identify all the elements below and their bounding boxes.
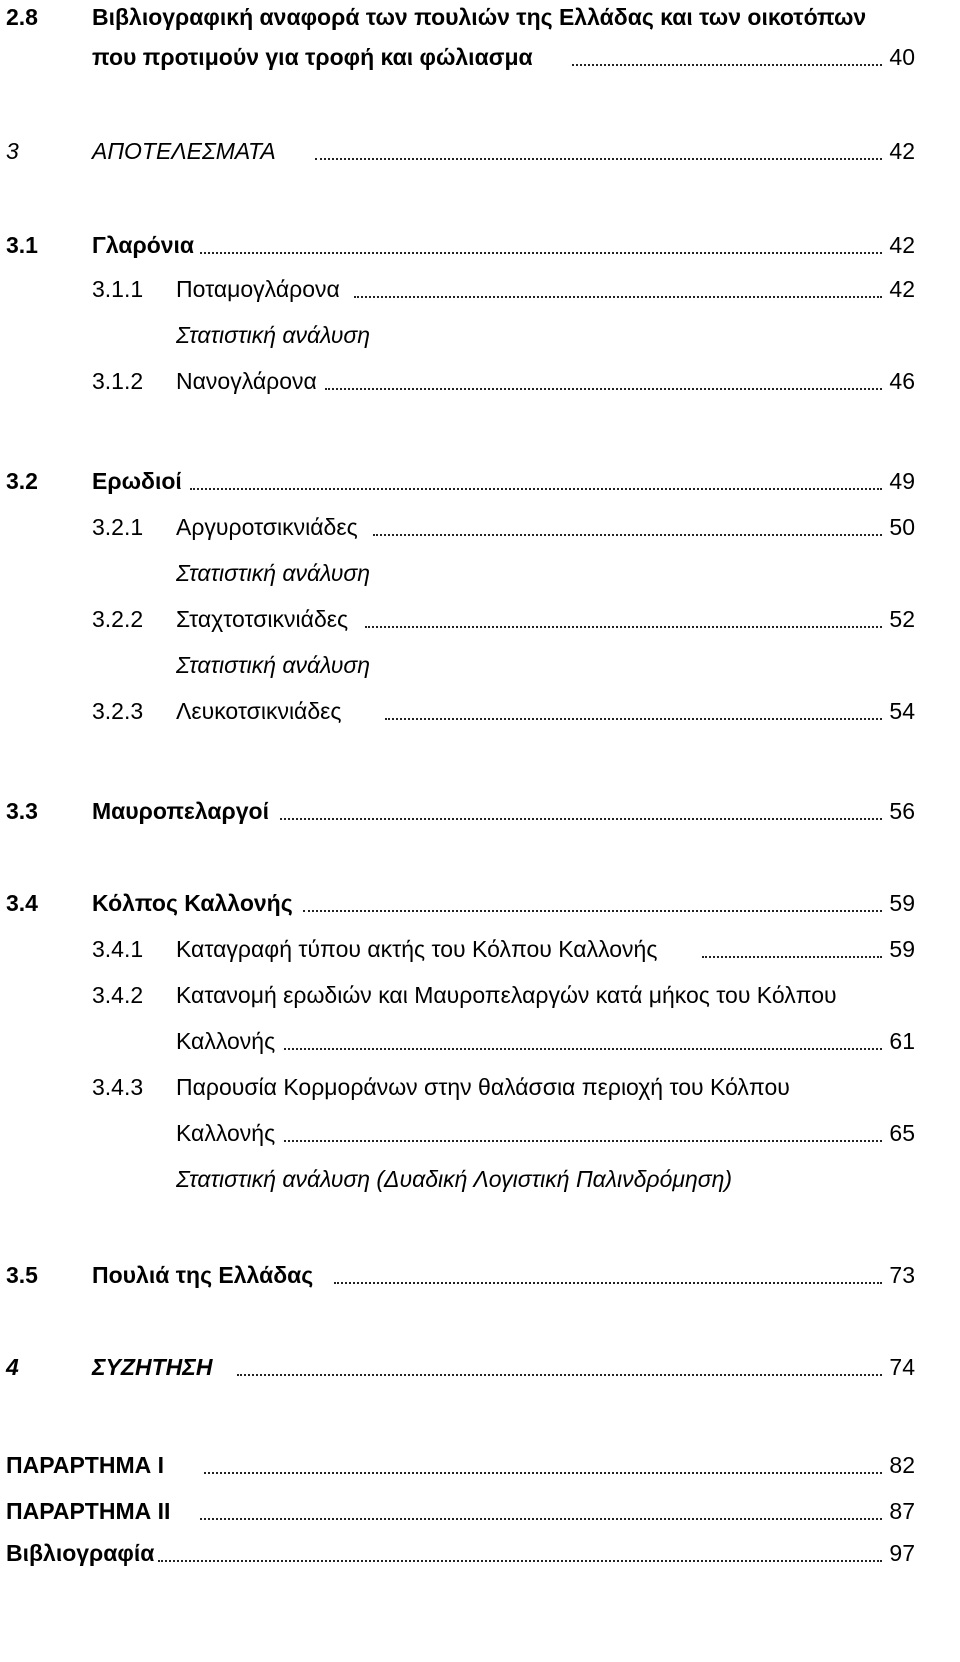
toc-entry-number: 3.2 [6,468,38,494]
toc-entry-title: Καταγραφή τύπου ακτής του Κόλπου Καλλονής [176,936,658,962]
dot-leader [303,910,882,912]
toc-entry-3-2-1 [0,506,960,548]
dot-leader [572,64,882,66]
toc-entry-title-continuation: Καλλονής [176,1028,276,1054]
toc-page-number: 42 [889,276,915,302]
toc-page-number: 65 [889,1120,915,1146]
toc-entry-number: 3 [6,138,19,164]
toc-entry-title: Κόλπος Καλλονής [92,890,293,916]
dot-leader [280,818,882,820]
toc-entry-number: 4 [6,1354,19,1380]
toc-page-number: 50 [889,514,915,540]
dot-leader [190,488,882,490]
toc-entry-3 [0,130,960,172]
toc-entry-number: 3.4.3 [92,1074,144,1100]
dot-leader [237,1374,882,1376]
toc-entry-appendix-2 [0,1490,960,1532]
toc-entry-3-1-1 [0,268,960,310]
toc-entry-number: 3.4 [6,890,38,916]
dot-leader [204,1472,882,1474]
toc-entry-title: Λευκοτσικνιάδες [176,698,342,724]
toc-entry-title: Στατιστική ανάλυση [176,652,370,678]
dot-leader [200,252,882,254]
toc-page-number: 46 [889,368,915,394]
toc-page-number: 54 [889,698,915,724]
dot-leader [354,296,882,298]
toc-entry-4 [0,1346,960,1388]
dot-leader [325,388,882,390]
dot-leader [284,1048,882,1050]
toc-entry-number: 2.8 [6,4,38,30]
toc-subentry-statistical-analysis [0,644,960,686]
dot-leader [334,1282,882,1284]
toc-entry-3-1 [0,224,960,266]
toc-entry-number: 3.4.1 [92,936,144,962]
toc-entry-title: Ερωδιοί [92,468,182,494]
toc-entry-number: 3.4.2 [92,982,144,1008]
toc-entry-title: Στατιστική ανάλυση (Δυαδική Λογιστική Παλινδρόμηση) [176,1166,733,1192]
dot-leader [365,626,882,628]
toc-entry-title: Αργυροτσικνιάδες [176,514,358,540]
toc-entry-appendix-1 [0,1444,960,1486]
toc-entry-number: 3.2.1 [92,514,144,540]
toc-entry-number: 3.1.1 [92,276,144,302]
toc-entry-3-2-2 [0,598,960,640]
toc-entry-title: Στατιστική ανάλυση [176,560,370,586]
toc-subentry-statistical-analysis [0,552,960,594]
toc-entry-title: Σταχτοτσικνιάδες [176,606,349,632]
toc-entry-title: ΑΠΟΤΕΛΕΣΜΑΤΑ [92,138,276,164]
toc-entry-title: Στατιστική ανάλυση [176,322,370,348]
dot-leader [315,158,882,160]
toc-entry-3-4-3 [0,1066,960,1108]
toc-entry-2-8 [0,0,960,38]
toc-entry-3-3 [0,790,960,832]
toc-entry-3-4-3-continuation [0,1112,960,1154]
toc-page-number: 82 [889,1452,915,1478]
toc-entry-3-2-3 [0,690,960,732]
toc-entry-title: Κατανομή ερωδιών και Μαυροπελαργών κατά μήκος του Κόλπου [176,982,837,1008]
dot-leader [385,718,882,720]
toc-entry-number: 3.5 [6,1262,38,1288]
toc-entry-title: ΠΑΡΑΡΤΗΜΑ Ι [6,1452,165,1478]
toc-page-number: 73 [889,1262,915,1288]
toc-entry-title: ΠΑΡΑΡΤΗΜΑ ΙΙ [6,1498,171,1524]
toc-entry-3-4-1 [0,928,960,970]
toc-entry-title: Γλαρόνια [92,232,195,258]
toc-entry-number: 3.2.2 [92,606,144,632]
dot-leader [158,1560,882,1562]
toc-entry-title: Πουλιά της Ελλάδας [92,1262,314,1288]
toc-entry-number: 3.2.3 [92,698,144,724]
toc-entry-3-5 [0,1254,960,1296]
toc-page-number: 87 [889,1498,915,1524]
toc-page-number: 40 [889,44,915,70]
toc-subentry-statistical-analysis [0,314,960,356]
toc-entry-title: Βιβλιογραφική αναφορά των πουλιών της Ελλάδας και των οικοτόπων [92,4,867,30]
toc-page-number: 59 [889,936,915,962]
toc-entry-title: Βιβλιογραφία [6,1540,155,1566]
toc-page-number: 42 [889,232,915,258]
toc-entry-title: Ποταμογλάρονα [176,276,340,302]
toc-entry-number: 3.1 [6,232,38,258]
toc-entry-2-8-continuation [0,36,960,78]
toc-entry-title: Μαυροπελαργοί [92,798,269,824]
toc-entry-number: 3.3 [6,798,38,824]
toc-entry-title: Νανογλάρονα [176,368,317,394]
dot-leader [702,956,882,958]
toc-entry-3-4 [0,882,960,924]
toc-entry-title: Παρουσία Κορμοράνων στην θαλάσσια περιοχή του Κόλπου [176,1074,790,1100]
toc-entry-3-4-2-continuation [0,1020,960,1062]
toc-page-number: 42 [889,138,915,164]
toc-entry-bibliography [0,1532,960,1574]
toc-page-number: 97 [889,1540,915,1566]
dot-leader [200,1518,882,1520]
toc-entry-title: ΣΥΖΗΤΗΣΗ [92,1354,213,1380]
toc-page-number: 56 [889,798,915,824]
toc-page-number: 74 [889,1354,915,1380]
toc-subentry-statistical-analysis-logistic [0,1158,960,1200]
toc-entry-3-4-2 [0,974,960,1016]
dot-leader [284,1140,882,1142]
toc-page-number: 59 [889,890,915,916]
toc-entry-number: 3.1.2 [92,368,144,394]
toc-entry-3-1-2 [0,360,960,402]
toc-page-number: 49 [889,468,915,494]
toc-page-number: 61 [889,1028,915,1054]
toc-entry-title-continuation: Καλλονής [176,1120,276,1146]
toc-entry-3-2 [0,460,960,502]
toc-entry-title-continuation: που προτιμούν για τροφή και φώλιασμα [92,44,533,70]
toc-page-number: 52 [889,606,915,632]
dot-leader [373,534,882,536]
